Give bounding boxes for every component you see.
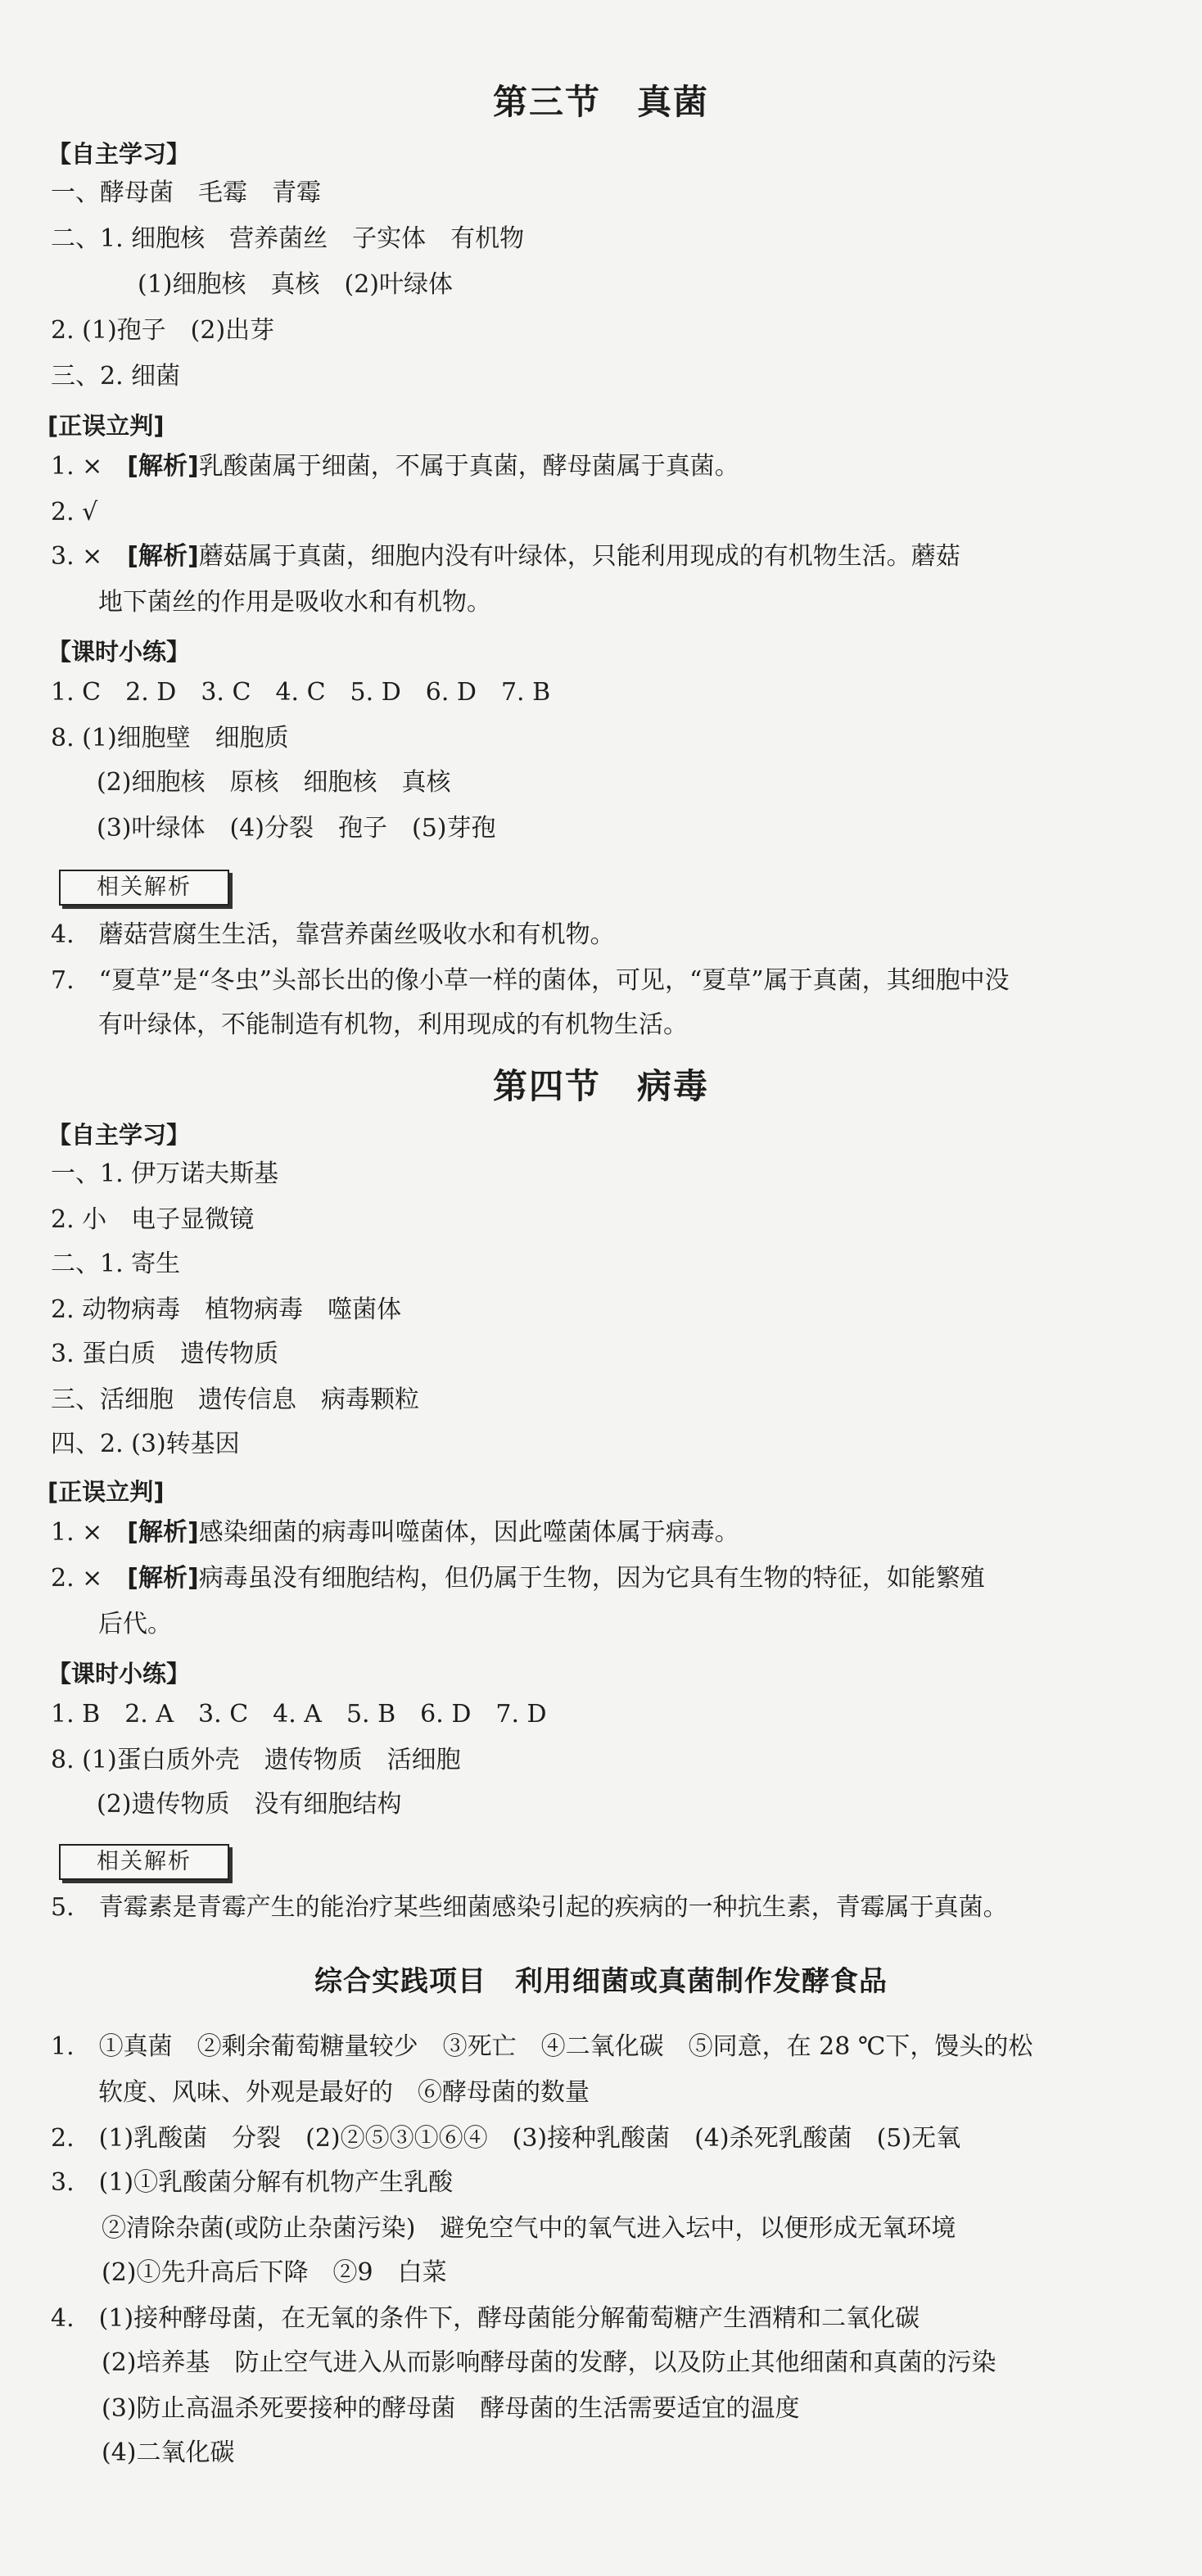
related-analysis-badge: 相关解析 xyxy=(59,870,229,906)
answer-line: 二、1. 细胞核 营养菌丝 子实体 有机物 xyxy=(51,224,525,253)
analysis-line: 4. 蘑菇营腐生生活，靠营养菌丝吸收水和有机物。 xyxy=(51,920,615,949)
answer-line: 软度、风味、外观是最好的 ⑥酵母菌的数量 xyxy=(98,2078,590,2107)
heading-true-false: [正误立判] xyxy=(47,412,165,440)
section-title-project: 综合实践项目 利用细菌或真菌制作发酵食品 xyxy=(314,1965,888,1998)
section-title-fungi: 第三节 真菌 xyxy=(492,82,709,122)
analysis-tag: [解析] xyxy=(127,1564,199,1593)
answer-line: (2)①先升高后下降 ②9 白菜 xyxy=(102,2258,447,2287)
answer-line: 三、活细胞 遗传信息 病毒颗粒 xyxy=(51,1385,419,1414)
answer-line: 2. (1)孢子 (2)出芽 xyxy=(51,316,275,345)
item-number: 2. × xyxy=(51,1564,128,1593)
analysis-tag: [解析] xyxy=(127,542,199,571)
analysis-text: 蘑菇属于真菌，细胞内没有叶绿体，只能利用现成的有机物生活。蘑菇 xyxy=(198,542,960,571)
analysis-line: 有叶绿体，不能制造有机物，利用现成的有机物生活。 xyxy=(98,1010,688,1039)
answer-line: 一、1. 伊万诺夫斯基 xyxy=(51,1159,279,1188)
judgement-line xyxy=(51,450,739,483)
answer-line: 3. (1)①乳酸菌分解有机物产生乳酸 xyxy=(51,2168,454,2197)
answer-line: 三、2. 细菌 xyxy=(51,362,181,391)
answer-line: ②清除杂菌(或防止杂菌污染) 避免空气中的氧气进入坛中，以便形成无氧环境 xyxy=(102,2214,956,2243)
answer-line: 4. (1)接种酵母菌，在无氧的条件下，酵母菌能分解葡萄糖产生酒精和二氧化碳 xyxy=(51,2304,920,2333)
heading-practice: 【课时小练】 xyxy=(47,1660,191,1688)
judgement-line xyxy=(51,1562,985,1595)
analysis-tag: [解析] xyxy=(127,452,199,481)
answer-line: (1)细胞核 真核 (2)叶绿体 xyxy=(138,270,453,299)
answer-line: (2)遗传物质 没有细胞结构 xyxy=(97,1790,402,1819)
judgement-line xyxy=(51,540,960,573)
judgement-line xyxy=(51,1516,739,1549)
answer-line: 8. (1)蛋白质外壳 遗传物质 活细胞 xyxy=(51,1746,461,1774)
answer-line: 四、2. (3)转基因 xyxy=(51,1430,240,1458)
related-analysis-badge: 相关解析 xyxy=(59,1844,229,1880)
answer-line: 1. C 2. D 3. C 4. C 5. D 6. D 7. B xyxy=(51,678,551,707)
item-number: 1. × xyxy=(51,1518,128,1547)
item-number: 1. × xyxy=(51,452,128,481)
analysis-text: 病毒虽没有细胞结构，但仍属于生物，因为它具有生物的特征，如能繁殖 xyxy=(198,1564,985,1593)
section-title-virus: 第四节 病毒 xyxy=(492,1066,709,1106)
analysis-tag: [解析] xyxy=(127,1518,199,1547)
heading-true-false: [正误立判] xyxy=(47,1478,165,1506)
analysis-line: 5. 青霉素是青霉产生的能治疗某些细菌感染引起的疾病的一种抗生素，青霉属于真菌。 xyxy=(51,1893,1008,1922)
answer-line: 3. 蛋白质 遗传物质 xyxy=(51,1340,279,1368)
analysis-text: 感染细菌的病毒叫噬菌体，因此噬菌体属于病毒。 xyxy=(198,1518,739,1547)
answer-line: (4)二氧化碳 xyxy=(102,2438,235,2467)
heading-self-study: 【自主学习】 xyxy=(47,1121,191,1149)
answer-line: (3)防止高温杀死要接种的酵母菌 酵母菌的生活需要适宜的温度 xyxy=(102,2394,800,2423)
answer-line: 2. (1)乳酸菌 分裂 (2)②⑤③①⑥④ (3)接种乳酸菌 (4)杀死乳酸菌 (5)无氧 xyxy=(51,2124,961,2153)
heading-self-study: 【自主学习】 xyxy=(47,140,191,168)
answer-line: 1. B 2. A 3. C 4. A 5. B 6. D 7. D xyxy=(51,1700,547,1729)
judgement-continuation: 地下菌丝的作用是吸收水和有机物。 xyxy=(98,588,491,617)
answer-line: 2. 小 电子显微镜 xyxy=(51,1205,255,1234)
answer-line: 1. ①真菌 ②剩余葡萄糖量较少 ③死亡 ④二氧化碳 ⑤同意，在 28 ℃下，馒头的松 xyxy=(51,2032,1033,2061)
answer-line: 2. 动物病毒 植物病毒 噬菌体 xyxy=(51,1295,402,1324)
analysis-line: 7. “夏草”是“冬虫”头部长出的像小草一样的菌体，可见，“夏草”属于真菌，其细胞中没 xyxy=(51,966,1010,995)
judgement-line: 2. √ xyxy=(51,498,98,526)
analysis-text: 乳酸菌属于细菌，不属于真菌，酵母菌属于真菌。 xyxy=(198,452,739,481)
answer-line: (2)细胞核 原核 细胞核 真核 xyxy=(97,768,451,797)
answer-line: 一、酵母菌 毛霉 青霉 xyxy=(51,179,321,207)
answer-line: (3)叶绿体 (4)分裂 孢子 (5)芽孢 xyxy=(97,814,496,843)
answer-line: 8. (1)细胞壁 细胞质 xyxy=(51,724,289,752)
heading-practice: 【课时小练】 xyxy=(47,638,191,666)
item-number: 3. × xyxy=(51,542,128,571)
answer-line: (2)培养基 防止空气进入从而影响酵母菌的发酵，以及防止其他细菌和真菌的污染 xyxy=(102,2348,996,2377)
judgement-continuation: 后代。 xyxy=(98,1610,172,1638)
answer-line: 二、1. 寄生 xyxy=(51,1250,181,1278)
